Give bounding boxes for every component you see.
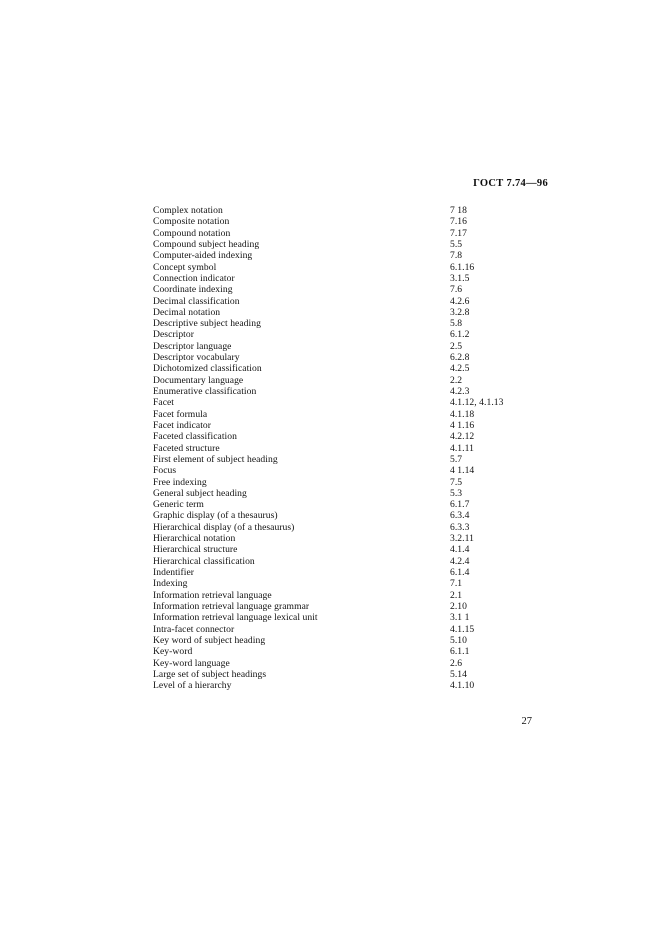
index-entry-term: Information retrieval language lexical unit	[153, 612, 318, 624]
page-number: 27	[521, 716, 532, 727]
index-entry-term: Faceted structure	[153, 442, 220, 454]
index-entry-term: Hierarchical display (of a thesaurus)	[153, 521, 295, 533]
index-entry-row	[153, 262, 548, 273]
index-entry-row	[153, 375, 548, 386]
index-entry-reference: 5.10	[450, 634, 467, 646]
index-entry-reference: 4.2.4	[450, 555, 470, 567]
index-entry-row	[153, 578, 548, 589]
index-entry-reference: 4.2.3	[450, 386, 470, 397]
index-entry-reference: 2.5	[450, 340, 463, 352]
index-entry-term: Enumerative classification	[153, 386, 257, 397]
index-entry-row	[153, 352, 548, 363]
index-entry-reference: 6.1.4	[450, 567, 470, 578]
index-entry-reference: 6.3.4	[450, 510, 470, 522]
index-entry-term: Compound subject heading	[153, 238, 260, 250]
index-entry-reference: 5.14	[450, 668, 467, 680]
index-entry-row	[153, 273, 548, 284]
index-entry-term: Descriptor	[153, 329, 194, 341]
index-entry-row	[153, 488, 548, 499]
index-entry-term: Free indexing	[153, 476, 207, 488]
index-entry-row	[153, 556, 548, 567]
index-entry-reference: 3.1.5	[450, 272, 470, 284]
index-entry-term: Compound notation	[153, 227, 231, 239]
index-entry-reference: 4.2.5	[450, 363, 470, 375]
index-entry-reference: 5.3	[450, 487, 463, 499]
index-entry-row	[153, 612, 548, 623]
index-entry-term: Intra-facet connector	[153, 623, 235, 635]
index-entry-reference: 6.1.2	[450, 329, 470, 341]
index-entry-reference: 4.1.12, 4.1.13	[450, 397, 504, 409]
index-entry-row	[153, 443, 548, 454]
index-entry-row	[153, 431, 548, 442]
index-entry-reference: 4 1.14	[450, 465, 475, 477]
index-entry-reference: 2.1	[450, 589, 463, 601]
index-entry-term: Facet	[153, 397, 175, 409]
index-entry-term: Descriptive subject heading	[153, 318, 261, 330]
index-entry-reference: 7.6	[450, 284, 463, 296]
index-entry-term: Information retrieval language	[153, 589, 272, 601]
index-entry-term: Indexing	[153, 578, 188, 590]
index-entry-row	[153, 624, 548, 635]
index-entry-row	[153, 205, 548, 216]
index-entry-row	[153, 341, 548, 352]
index-entry-reference: 7.1	[450, 578, 463, 590]
index-entry-reference: 4.1.11	[450, 442, 474, 454]
index-entry-term: Hierarchical structure	[153, 544, 238, 556]
index-entry-term: Graphic display (of a thesaurus)	[153, 510, 278, 522]
index-entry-reference: 4.1.15	[450, 623, 475, 635]
index-entry-term: General subject heading	[153, 487, 247, 499]
index-entry-term: Focus	[153, 465, 177, 477]
index-entry-term: Large set of subject headings	[153, 668, 267, 680]
index-entry-term: Concept symbol	[153, 261, 217, 273]
index-entry-reference: 2.2	[450, 374, 463, 386]
index-entry-row	[153, 250, 548, 261]
index-entry-term: Computer-aided indexing	[153, 250, 253, 262]
index-entry-reference: 6.1.7	[450, 499, 470, 511]
index-entry-reference: 3.2.11	[450, 533, 474, 545]
alphabetical-index-list	[153, 205, 548, 691]
index-entry-term: Hierarchical notation	[153, 533, 236, 545]
index-entry-row	[153, 397, 548, 408]
index-entry-term: Key-word language	[153, 657, 230, 669]
index-entry-term: Descriptor vocabulary	[153, 352, 240, 364]
index-entry-row	[153, 658, 548, 669]
index-entry-row	[153, 329, 548, 340]
index-entry-term: Documentary language	[153, 374, 244, 386]
index-entry-reference: 2.6	[450, 657, 463, 669]
index-entry-row	[153, 601, 548, 612]
index-entry-reference: 7.5	[450, 476, 463, 488]
index-entry-term: Descriptor language	[153, 340, 232, 352]
index-entry-row	[153, 363, 548, 374]
index-entry-reference: 6.2.8	[450, 352, 470, 364]
index-entry-row	[153, 465, 548, 476]
index-entry-reference: 4.2.6	[450, 295, 470, 307]
index-entry-row	[153, 646, 548, 657]
index-entry-term: Decimal notation	[153, 306, 221, 318]
index-entry-term: First element of subject heading	[153, 453, 278, 465]
index-entry-row	[153, 590, 548, 601]
index-entry-row	[153, 533, 548, 544]
index-entry-reference: 6.1.16	[450, 261, 475, 273]
index-entry-row	[153, 522, 548, 533]
index-entry-term: Hierarchical classification	[153, 555, 255, 567]
index-entry-reference: 6.1.1	[450, 646, 470, 658]
index-entry-row	[153, 499, 548, 510]
index-entry-term: Generic term	[153, 499, 204, 511]
index-entry-reference: 7 18	[450, 205, 467, 216]
index-entry-reference: 5.8	[450, 318, 463, 330]
running-head-standard-number: ГОСТ 7.74—96	[473, 178, 548, 189]
index-entry-reference: 7.8	[450, 250, 463, 262]
index-entry-reference: 3.1 1	[450, 612, 470, 624]
index-entry-row	[153, 454, 548, 465]
index-entry-row	[153, 510, 548, 521]
index-entry-reference: 4.2.12	[450, 431, 475, 443]
index-entry-row	[153, 409, 548, 420]
index-entry-row	[153, 680, 548, 691]
index-entry-reference: 3.2.8	[450, 306, 470, 318]
index-entry-term: Level of a hierarchy	[153, 680, 232, 692]
index-entry-row	[153, 635, 548, 646]
index-entry-reference: 4 1.16	[450, 419, 475, 431]
index-entry-reference: 7.17	[450, 227, 467, 239]
index-entry-term: Information retrieval language grammar	[153, 600, 310, 612]
index-entry-row	[153, 386, 548, 397]
index-entry-term: Decimal classification	[153, 295, 240, 307]
index-entry-row	[153, 216, 548, 227]
index-entry-row	[153, 669, 548, 680]
index-entry-term: Facet formula	[153, 408, 208, 420]
index-entry-term: Coordinate indexing	[153, 284, 233, 296]
index-entry-row	[153, 228, 548, 239]
index-entry-term: Dichotomized classification	[153, 363, 262, 375]
index-entry-reference: 2.10	[450, 600, 467, 612]
index-entry-row	[153, 477, 548, 488]
index-entry-row	[153, 296, 548, 307]
index-entry-term: Facet indicator	[153, 419, 212, 431]
index-entry-reference: 4.1.18	[450, 408, 475, 420]
index-entry-row	[153, 567, 548, 578]
index-entry-term: Connection indicator	[153, 272, 235, 284]
index-entry-row	[153, 318, 548, 329]
index-entry-row	[153, 420, 548, 431]
index-entry-row	[153, 239, 548, 250]
index-entry-reference: 4.1.4	[450, 544, 470, 556]
index-entry-term: Indentifier	[153, 567, 195, 578]
index-entry-term: Key-word	[153, 646, 193, 658]
index-entry-reference: 7.16	[450, 216, 467, 228]
index-entry-term: Key word of subject heading	[153, 634, 266, 646]
index-entry-term: Faceted classification	[153, 431, 237, 443]
index-entry-row	[153, 284, 548, 295]
index-entry-reference: 6.3.3	[450, 521, 470, 533]
index-entry-term: Composite notation	[153, 216, 230, 228]
index-entry-reference: 5.5	[450, 238, 463, 250]
index-entry-term: Complex notation	[153, 205, 223, 216]
index-entry-row	[153, 544, 548, 555]
index-entry-reference: 5.7	[450, 453, 463, 465]
index-entry-reference: 4.1.10	[450, 680, 475, 692]
index-entry-row	[153, 307, 548, 318]
